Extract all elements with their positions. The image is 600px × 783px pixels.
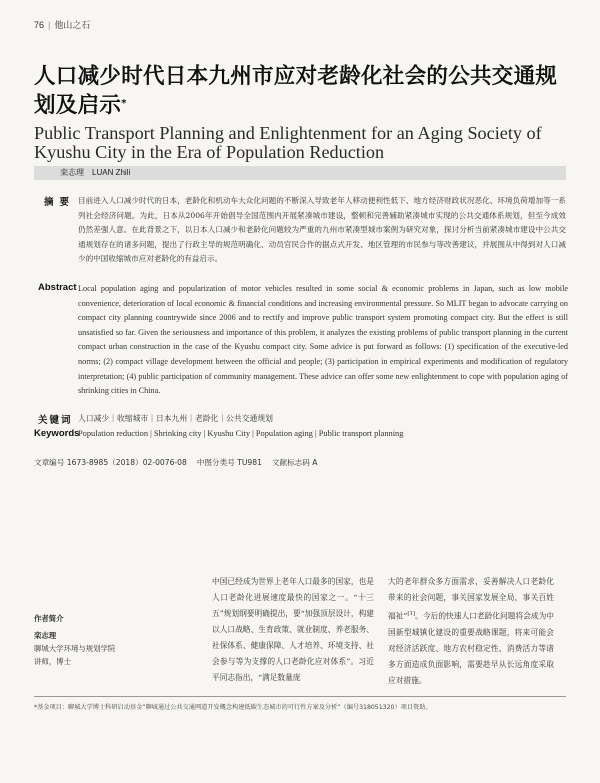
abstract-cn-text: 目前进入人口减少时代的日本，老龄化和机动车大众化问题的不断深入导致老年人移动便利性低下、地方经济财政状况恶化、环境负荷增加等一系列社会经济问题。为此，日本从2006年开始倡导全国范围内开展紧凑城市建设，整顿和完善辅助紧凑城市实现的公共交通体系规划，但至今成效仍然差强人意。在此背景之下，以日本人口减少和老龄化问题较为严重的九州市紧凑型城市案例为研究对象，探讨分析当前紧凑城市建设中公共交通规划存在的诸多问题，提出了行政主导的规范明确化、动员官民合作的据点式开发、地区管理的市民参与等改善建议，并展围从中得到对人口减少的中国收缩城市应对老龄化的有益启示。 [78, 196, 566, 263]
page-number: 76 [34, 20, 45, 30]
footnote-divider [34, 696, 566, 697]
keywords-en-label: Keywords [34, 428, 80, 439]
bio-affiliation: 聊城大学环境与规划学院 [34, 644, 116, 653]
keywords-cn-label: 关键词 [38, 415, 73, 426]
body-column-2 [388, 574, 554, 689]
author-bar [34, 166, 566, 180]
body-column-2-part-a: 大的老年群众多方面需求，妥善解决人口老龄化带来的社会问题，事关国家发展全局，事关百姓福祉” [388, 577, 554, 621]
article-identifiers [34, 457, 327, 468]
author-name-cn: 栾志理 [60, 168, 84, 177]
abstract-en-text: Local population aging and popularization of motor vehicles resulted in some social & economic problems in Japan, such as low mobile convenience, deterioration of local economic & financial conditions and increasing environmental pressure. So MLIT began to advocate carrying on compact city planning countrywide since 2006 and to rectify and improve public transport system promoting compact city. But the effect is still unsatisfied so far. Given the seriousness and importance of this problem, it analyzes the existing problems of public transport planning in the current compact urban construction in the case of the Kyushu compact city. Some advice is put forward as follows: (1) specification of the executive-led norms; (2) compact village development between the official and people; (3) participation in empirical experiments and modification of regulatory interpretation; (4) public participation of community management. These advice can offer some new enlightenment to cope with population aging of shrinking cities in China. [78, 284, 568, 396]
footnote: *基金项目：聊城大学博士科研启动基金“聊城通过公共交通网道开发概念构建低碳生态城市的可行性方案及分析”（编号318051320）项目资助。 [34, 704, 432, 711]
header-divider: | [48, 20, 51, 30]
abstract-cn-label: 摘要 [44, 197, 76, 208]
title-english: Public Transport Planning and Enlightenment for an Aging Society of Kyushu City in the Era of Population Reduction [34, 123, 542, 162]
title-footnote-marker: * [121, 98, 127, 109]
keywords-en-text: Population reduction | Shrinking city | Kyushu City | Population aging | Public transport planning [78, 429, 404, 438]
body-column-2-part-b: 。今后的快速人口老龄化问题将会成为中国新型城镇化建设的重要战略课题，将来可能会对经济活跃度、地方农村稳定性、消费活力等诸多方面造成负面影响，需要趁早从长远角度采取应对措施。 [388, 611, 554, 685]
citation-ref: [1] [407, 611, 416, 617]
page-header [34, 18, 90, 31]
author-bio [34, 612, 184, 668]
bio-title: 作者简介 [34, 614, 64, 623]
author-name-en: LUAN Zhili [92, 168, 131, 177]
body-column-1: 中国已经成为世界上老年人口最多的国家，也是人口老龄化进展速度最快的国家之一。“十三五”规划纲要明确提出，要“加强顶层设计，构建以人口战略、生育政策、就业制度、养老服务、社保体系、健康保障、人才培养、环境支持、社会参与等为支撑的人口老龄化应对体系”。习近平同志指出，“满足数量庞 [212, 577, 374, 682]
title-chinese-text: 人口减少时代日本九州市应对老龄化社会的公共交通规划及启示 [34, 64, 558, 118]
clc-number: 中图分类号 TU981 [196, 458, 262, 467]
article-number: 文章编号 1673-8985（2018）02-0076-08 [34, 458, 187, 467]
title-chinese [34, 62, 574, 120]
keywords-cn-text: 人口减少｜收缩城市｜日本九州｜老龄化｜公共交通规划 [78, 414, 273, 423]
bio-name: 栾志理 [34, 631, 57, 640]
journal-section: 他山之石 [54, 20, 91, 30]
bio-position: 讲师，博士 [34, 657, 71, 666]
document-code: 文献标志码 A [271, 458, 318, 467]
abstract-en-label: Abstract [38, 282, 77, 293]
